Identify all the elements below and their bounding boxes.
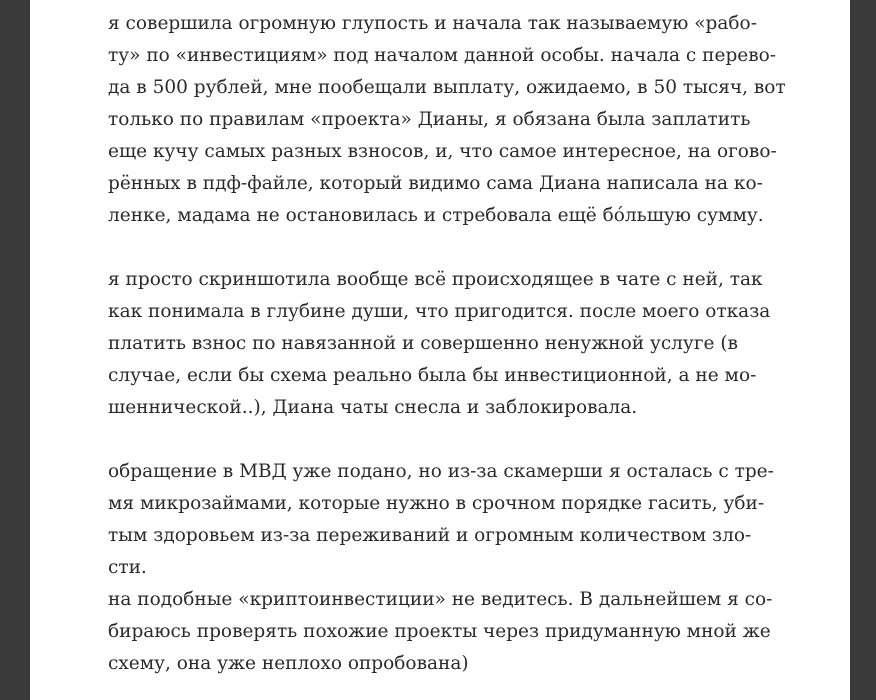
text-line: сти. (108, 557, 147, 578)
paragraph-1 (108, 8, 788, 232)
text-line: ту» по «инвестициям» под началом данной особы. начала с перево- (108, 45, 777, 66)
text-line: рённых в пдф-файле, который видимо сама Диана написала на ко- (108, 173, 763, 194)
paragraph-3 (108, 456, 788, 584)
paragraph-spacer (108, 424, 788, 456)
paragraph-2 (108, 264, 788, 424)
paragraph-4 (108, 584, 788, 680)
text-line: схему, она уже неплохо опробована) (108, 653, 469, 674)
text-line: тым здоровьем из-за переживаний и огромным количеством зло- (108, 525, 752, 546)
text-line: только по правилам «проекта» Дианы, я обязана была заплатить (108, 109, 751, 130)
article-text (108, 8, 788, 680)
text-line: на подобные «криптоинвестиции» не ведитесь. В дальнейшем я со- (108, 589, 773, 610)
text-line: ленке, мадама не остановилась и стребовала ещё бо́льшую сумму. (108, 205, 764, 226)
paragraph-spacer (108, 232, 788, 264)
text-line: еще кучу самых разных взносов, и, что самое интересное, на огово- (108, 141, 777, 162)
text-line: случае, если бы схема реально была бы инвестиционной, а не мо- (108, 365, 757, 386)
document-page (30, 0, 850, 700)
text-line: да в 500 рублей, мне пообещали выплату, ожидаемо, в 50 тысяч, вот (108, 77, 786, 98)
text-line: обращение в МВД уже подано, но из-за скамерши я осталась с тре- (108, 461, 774, 482)
text-line: я совершила огромную глупость и начала так называемую «рабо- (108, 13, 757, 34)
text-line: я просто скриншотила вообще всё происходящее в чате с ней, так (108, 269, 763, 290)
text-line: платить взнос по навязанной и совершенно ненужной услуге (в (108, 333, 738, 354)
text-line: мя микрозаймами, которые нужно в срочном порядке гасить, уби- (108, 493, 765, 514)
text-line: как понимала в глубине души, что пригодится. после моего отказа (108, 301, 771, 322)
text-line: шеннической..), Диана чаты снесла и заблокировала. (108, 397, 638, 418)
text-line: бираюсь проверять похожие проекты через придуманную мной же (108, 621, 771, 642)
